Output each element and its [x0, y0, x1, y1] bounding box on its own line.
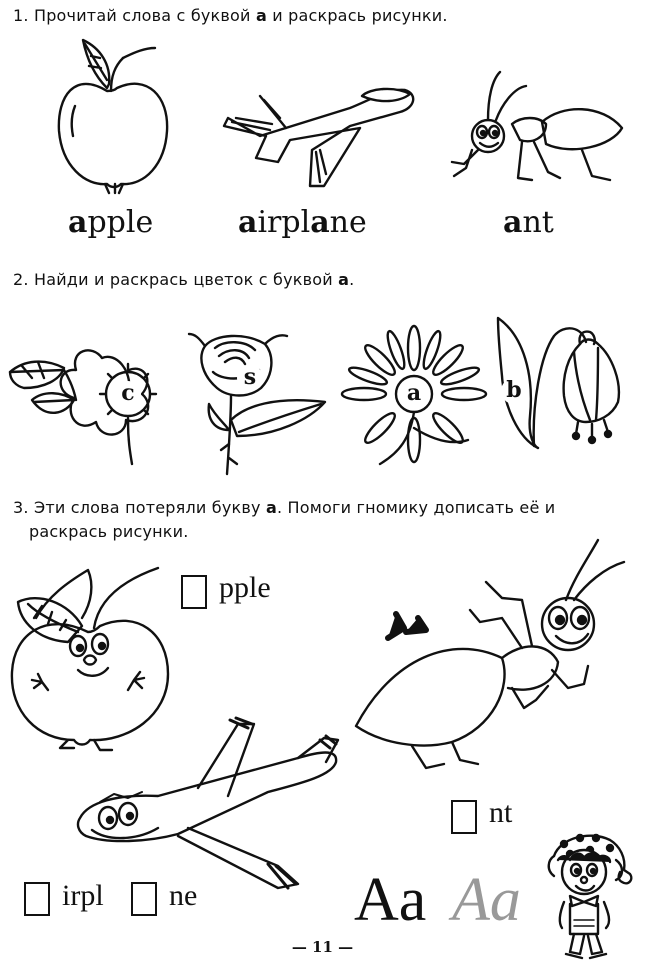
word-airplane	[238, 205, 367, 240]
task-3-instruction	[13, 496, 633, 544]
task-number: 3.	[13, 498, 29, 517]
task-text: .	[349, 270, 355, 289]
airplane-letter-box-1[interactable]	[24, 882, 50, 916]
word-ant	[503, 205, 554, 240]
task-text: и раскрась рисунки.	[266, 6, 448, 25]
flower-letter: s	[237, 365, 263, 391]
apple-letter-box[interactable]	[181, 575, 207, 609]
highlight-letter: a	[310, 205, 330, 240]
rose-icon	[185, 326, 335, 476]
task-3-line-2: раскрась рисунки.	[29, 522, 189, 541]
apple-icon	[45, 36, 175, 196]
highlight-letter: a	[68, 205, 88, 240]
word-rest: nt	[522, 205, 554, 240]
airplane-letter-box-2[interactable]	[131, 882, 157, 916]
big-letters-print: Aa	[354, 866, 427, 934]
blank-apple: pple	[219, 571, 271, 604]
task-letter: a	[338, 270, 350, 289]
task-text: Эти слова потеряли букву	[33, 498, 266, 517]
flower-c-icon	[4, 330, 194, 465]
task-2-instruction	[13, 268, 354, 292]
task-text: . Помоги гномику дописать её и	[276, 498, 556, 517]
task-number: 1.	[13, 6, 29, 25]
blank-ant: nt	[489, 796, 513, 829]
task-number: 2.	[13, 270, 29, 289]
ant-character-icon	[352, 538, 622, 778]
task-letter: a	[255, 6, 267, 25]
flower-letter: b	[501, 378, 527, 404]
page-number: — 11 —	[291, 938, 354, 956]
task-1-instruction	[13, 4, 448, 28]
word-rest: pple	[87, 205, 154, 240]
airplane-character-icon	[68, 718, 343, 893]
ant-icon	[442, 68, 632, 188]
word-rest: ne	[329, 205, 367, 240]
task-text: Прочитай слова с буквой	[33, 6, 256, 25]
ant-letter-box[interactable]	[451, 800, 477, 834]
highlight-letter: a	[503, 205, 523, 240]
task-letter: a	[265, 498, 277, 517]
task-3-line-1	[13, 496, 633, 520]
big-letters-script: Aa	[452, 866, 521, 934]
flower-letter: a	[401, 381, 427, 407]
word-part: irpl	[257, 205, 311, 240]
task-text: Найди и раскрась цветок с буквой	[33, 270, 339, 289]
blank-airplane-part-1: irpl	[62, 879, 104, 912]
airplane-icon	[220, 78, 420, 190]
blank-airplane-part-2: ne	[169, 879, 198, 912]
word-apple	[68, 205, 153, 240]
highlight-letter: a	[238, 205, 258, 240]
flower-letter: c	[115, 381, 141, 407]
